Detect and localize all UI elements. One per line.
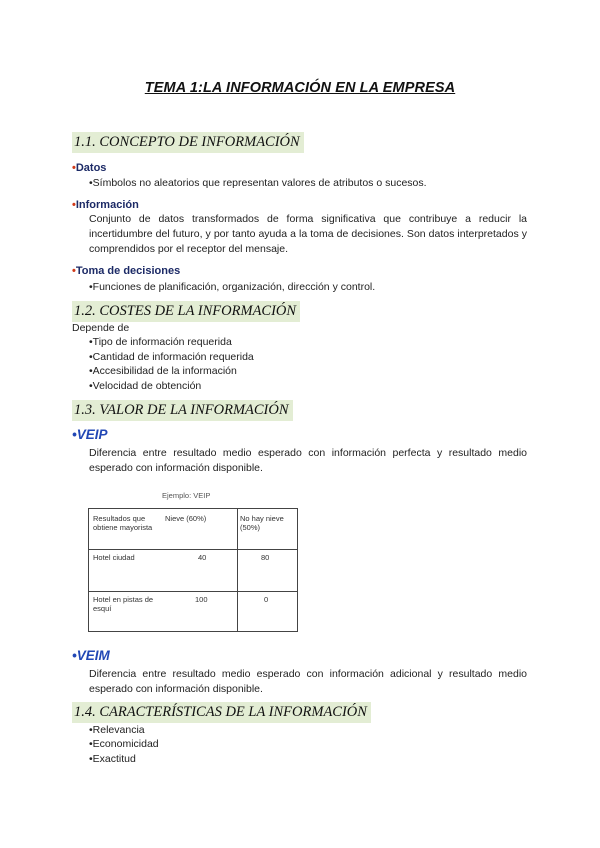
table-header-cell: Nieve (60%) [165, 514, 207, 523]
bullet-icon: • [72, 162, 76, 174]
bullet-icon: • [72, 265, 76, 277]
subtitle-veip [72, 427, 108, 442]
table-header-cell: No hay nieve (50%) [240, 514, 284, 532]
subtitle-informacion-label: Información [75, 199, 139, 211]
veip-paragraph: Diferencia entre resultado medio esperado con información perfecta y resultado medio esperado con información disponible. [89, 447, 527, 474]
table-cell: 100 [195, 595, 208, 604]
table-cell: 0 [264, 595, 269, 604]
caracteristicas-item: •Exactitud [89, 753, 136, 765]
section-heading-caracteristicas: 1.4. CARACTERÍSTICAS DE LA INFORMACIÓN [72, 702, 371, 723]
subtitle-toma-label: Toma de decisiones [75, 265, 181, 277]
costes-item: •Velocidad de obtención [89, 380, 202, 392]
table-divider [89, 591, 297, 592]
informacion-paragraph: Conjunto de datos transformados de forma significativa que contribuye a reducir la incertidumbre del futuro, y por tanto ayuda a la toma de decisiones. Son datos interpretados y comprendidos por el receptor del mensaje. [89, 213, 527, 255]
table-cell: 40 [198, 553, 207, 562]
costes-item: •Cantidad de información requerida [89, 351, 254, 363]
section-heading-costes: 1.2. COSTES DE LA INFORMACIÓN [72, 301, 300, 322]
section-heading-concepto: 1.1. CONCEPTO DE INFORMACIÓN [72, 132, 304, 153]
datos-line: •Símbolos no aleatorios que representan valores de atributos o sucesos. [89, 177, 427, 189]
caracteristicas-item: •Relevancia [89, 724, 145, 736]
subtitle-veim-label: VEIM [76, 648, 110, 663]
subtitle-veim [72, 648, 110, 663]
toma-line: •Funciones de planificación, organización, dirección y control. [89, 281, 376, 293]
table-divider [89, 549, 297, 550]
page-title: TEMA 1:LA INFORMACIÓN EN LA EMPRESA [144, 80, 456, 96]
table-divider [237, 509, 238, 631]
bullet-icon: • [72, 199, 76, 211]
table-caption: Ejemplo: VEIP [162, 491, 211, 500]
costes-item: •Accesibilidad de la información [89, 365, 237, 377]
veim-paragraph: Diferencia entre resultado medio esperado con información adicional y resultado medio esperado con información disponible. [89, 668, 527, 695]
subtitle-toma-decisiones [72, 265, 180, 277]
subtitle-informacion [72, 199, 139, 211]
table-cell: 80 [261, 553, 270, 562]
caracteristicas-item: •Economicidad [89, 738, 159, 750]
table-cell: Hotel en pistas de esquí [93, 595, 154, 613]
subtitle-datos [72, 162, 106, 174]
subtitle-veip-label: VEIP [76, 427, 108, 442]
bullet-icon: • [72, 427, 77, 442]
bullet-icon: • [72, 648, 77, 663]
veip-table [88, 508, 298, 632]
costes-intro: Depende de [72, 322, 130, 334]
subtitle-datos-label: Datos [75, 162, 107, 174]
costes-item: •Tipo de información requerida [89, 336, 232, 348]
section-heading-valor: 1.3. VALOR DE LA INFORMACIÓN [72, 400, 293, 421]
table-cell: Hotel ciudad [93, 553, 135, 562]
table-header-cell: Resultados que obtiene mayorista [93, 514, 153, 532]
